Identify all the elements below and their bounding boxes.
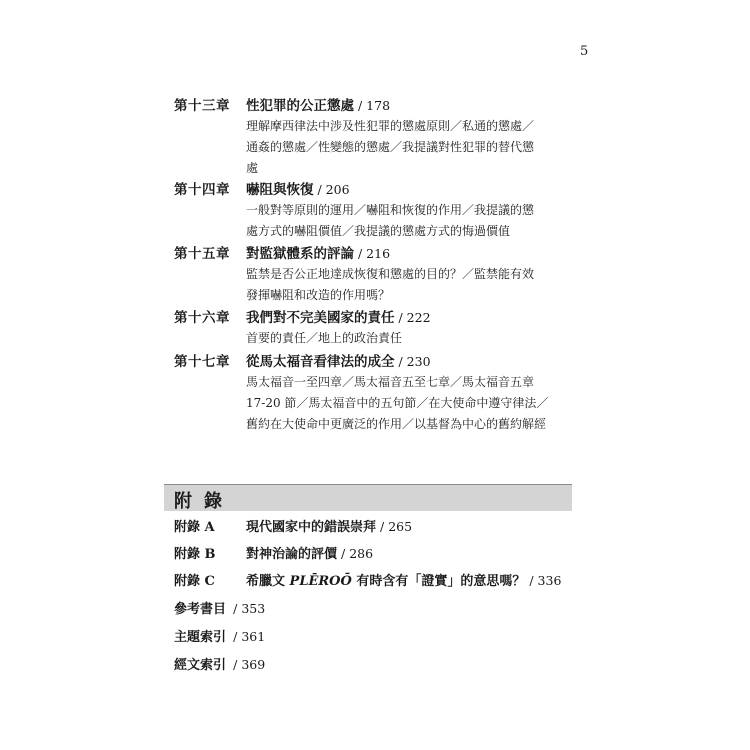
appendix-title-greek-term: PLĒROŌ xyxy=(289,574,352,589)
chapter-title: 嚇阻與恢復 xyxy=(246,182,314,198)
appendix-title: 現代國家中的錯誤崇拜 xyxy=(246,520,377,535)
appendix-a-entry xyxy=(174,516,412,535)
subject-index-entry xyxy=(174,626,265,645)
chapter-subtopics-line: 處 xyxy=(246,161,259,175)
chapter-subtopics-line: 通姦的懲處／性變態的懲處／我提議對性犯罪的替代懲 xyxy=(246,140,535,154)
chapter-page: / 216 xyxy=(358,246,391,261)
appendix-c-entry xyxy=(174,570,561,589)
index-page: / 369 xyxy=(233,657,266,672)
chapter-subtopics-line: 監禁是否公正地達成恢復和懲處的目的？／監禁能有效 xyxy=(246,267,535,281)
chapter-subtopics-line: 舊約在大使命中更廣泛的作用／以基督為中心的舊約解經 xyxy=(246,417,547,431)
chapter-subtopics-line: 理解摩西律法中涉及性犯罪的懲處原則／私通的懲處／ xyxy=(246,119,535,133)
appendix-page: / 286 xyxy=(341,546,374,561)
chapter-16-entry xyxy=(174,308,574,349)
appendix-page: / 265 xyxy=(380,519,413,534)
chapter-heading xyxy=(174,352,574,372)
chapter-label: 第十四章 xyxy=(174,182,230,198)
chapter-title: 對監獄體系的評論 xyxy=(246,246,354,262)
scripture-index-entry xyxy=(174,654,265,673)
appendix-title xyxy=(246,570,525,589)
chapter-title: 我們對不完美國家的責任 xyxy=(246,310,395,326)
index-title: 參考書目 xyxy=(174,602,227,617)
chapter-label: 第十六章 xyxy=(174,310,230,326)
chapter-subtopics-line: 首要的責任／地上的政治責任 xyxy=(246,331,403,345)
appendix-label: 附錄 C xyxy=(174,574,215,589)
chapter-15-entry xyxy=(174,244,574,306)
chapter-13-entry xyxy=(174,96,574,179)
appendix-label: 附錄 B xyxy=(174,547,216,562)
chapter-17-entry xyxy=(174,352,574,435)
appendix-heading: 附錄 xyxy=(174,491,234,512)
chapter-heading xyxy=(174,308,574,328)
chapter-subtopics-line: 馬太福音一至四章／馬太福音五至七章／馬太福音五章 xyxy=(246,375,535,389)
appendix-b-entry xyxy=(174,543,373,562)
chapter-label: 第十七章 xyxy=(174,354,230,370)
appendix-title: 對神治論的評價 xyxy=(246,547,338,562)
appendix-title-suffix: 有時含有「證實」的意思嗎？ xyxy=(356,574,526,589)
chapter-heading xyxy=(174,180,574,200)
appendix-label: 附錄 A xyxy=(174,520,215,535)
chapter-subtopics-line: 一般對等原則的運用／嚇阻和恢復的作用／我提議的懲 xyxy=(246,203,535,217)
chapter-page: / 230 xyxy=(398,354,431,369)
chapter-heading xyxy=(174,96,574,116)
chapter-heading xyxy=(174,244,574,264)
chapter-title: 從馬太福音看律法的成全 xyxy=(246,354,395,370)
chapter-subtopics-line: 發揮嚇阻和改造的作用嗎？ xyxy=(246,288,391,302)
chapter-title: 性犯罪的公正懲處 xyxy=(246,98,354,114)
appendix-section-header xyxy=(164,484,572,511)
chapter-subtopics-line: 處方式的嚇阻價值／我提議的懲處方式的悔過價值 xyxy=(246,224,511,238)
chapter-subtopics-line: 17-20 節／馬太福音中的五句節／在大使命中遵守律法／ xyxy=(246,396,549,410)
index-page: / 361 xyxy=(233,629,266,644)
chapter-label: 第十五章 xyxy=(174,246,230,262)
page-number: 5 xyxy=(580,44,589,59)
index-title: 主題索引 xyxy=(174,630,227,645)
chapter-14-entry xyxy=(174,180,574,242)
appendix-title-prefix: 希臘文 xyxy=(246,574,286,589)
bibliography-entry xyxy=(174,598,265,617)
chapter-page: / 178 xyxy=(358,98,391,113)
appendix-page: / 336 xyxy=(529,573,562,588)
chapter-label: 第十三章 xyxy=(174,98,230,114)
chapter-page: / 222 xyxy=(398,310,431,325)
chapter-page: / 206 xyxy=(317,182,350,197)
index-title: 經文索引 xyxy=(174,658,227,673)
index-page: / 353 xyxy=(233,601,266,616)
